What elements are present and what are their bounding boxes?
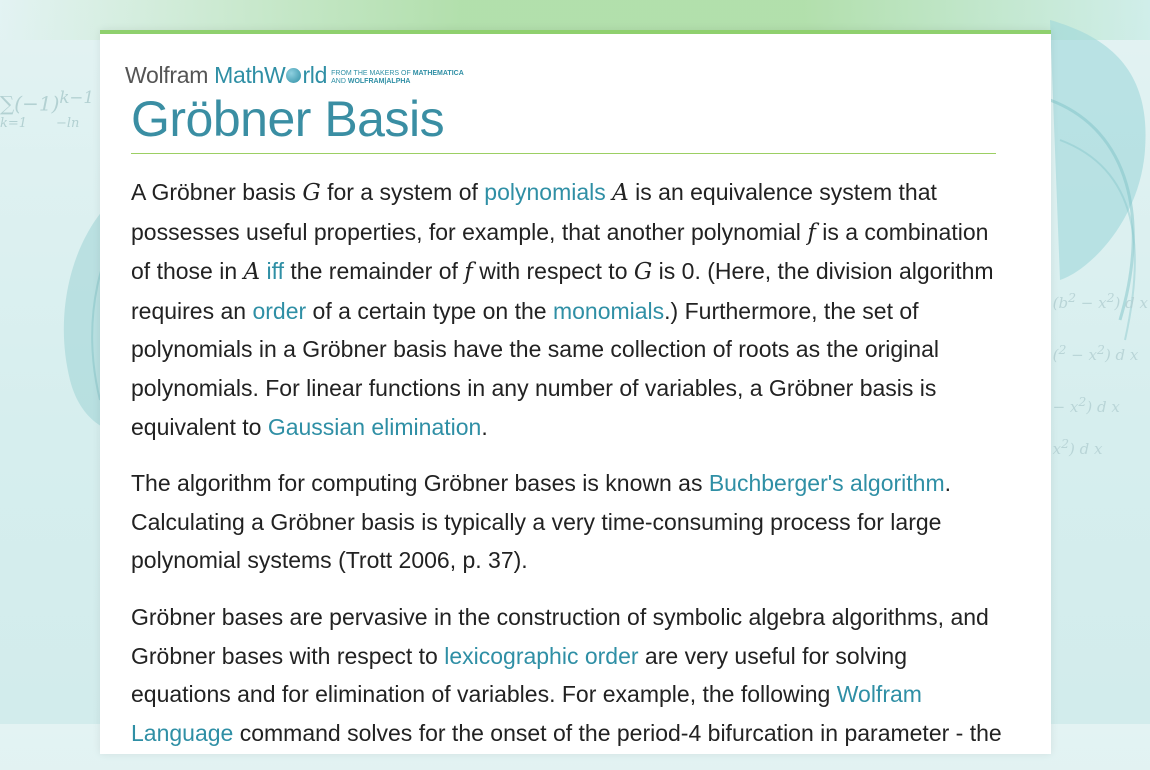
math-A: A [243, 259, 261, 286]
paragraph-2: The algorithm for computing Gröbner bases is known as Buchberger's algorithm. Calculating a Gröbner basis is typically a very time-consuming process for large polynomial systems (Trott 2006, p. 37). [131, 470, 952, 574]
link-polynomials[interactable]: polynomials [484, 179, 606, 205]
math-A: A [612, 180, 629, 206]
page-title: Gröbner Basis [131, 91, 445, 147]
title-divider [131, 153, 996, 154]
link-order[interactable]: order [252, 297, 307, 324]
logo-tagline: FROM THE MAKERS OF MATHEMATICA AND WOLFRAM|ALPHA [331, 70, 464, 85]
math-f: f [464, 259, 473, 286]
link-lexicographic-order[interactable]: lexicographic order [444, 642, 639, 669]
link-buchbergers-algorithm[interactable]: Buchberger's algorithm [708, 470, 945, 497]
math-f: f [807, 219, 816, 246]
mathworld-logo[interactable] [125, 59, 464, 89]
link-iff[interactable]: iff [266, 258, 285, 285]
math-G: G [633, 259, 653, 286]
logo-wolfram-text: Wolfram [125, 62, 209, 88]
logo-mathworld-text: MathW rld [214, 62, 328, 88]
globe-icon [286, 68, 301, 83]
paragraph-3: Gröbner bases are pervasive in the construction of symbolic algebra algorithms, and Gröbner bases with respect to lexicographic order are very useful for solving equations and for elimination of variables. For example, the following Wolfram Language command solves for the onset of the period-4 bifurcation in parameter - the [131, 603, 1002, 746]
link-monomials[interactable]: monomials [552, 297, 665, 324]
paragraph-1: A Gröbner basis G for a system of polynomials A is an equivalence system that possesses useful properties, for example, that another polynomial f is a combination of those in A iff the remainder of f with respect to G is 0. (Here, the division algorithm requires an order of a certain type on the monomials.) Furthermore, the set of polynomials in a Gröbner basis have the same collection of roots as the original polynomials. For linear functions in any number of variables, a Gröbner basis is equivalent to Gaussian elimination. [131, 179, 994, 440]
link-wolfram-language[interactable]: Wolfram Language [131, 681, 922, 746]
article-card [100, 30, 1051, 754]
background-math-right: $(b^2 - x^2)$ d x $(^2 - x^2)$ d x − $x^2$) d x $x^2$) d x [1052, 290, 1148, 458]
background-math-left: $\sum(-1)^{k-1}$ k=1 −ln [0, 88, 95, 131]
article-body [131, 173, 1011, 770]
link-gaussian-elimination[interactable]: Gaussian elimination [267, 413, 482, 440]
math-G: G [302, 180, 321, 206]
